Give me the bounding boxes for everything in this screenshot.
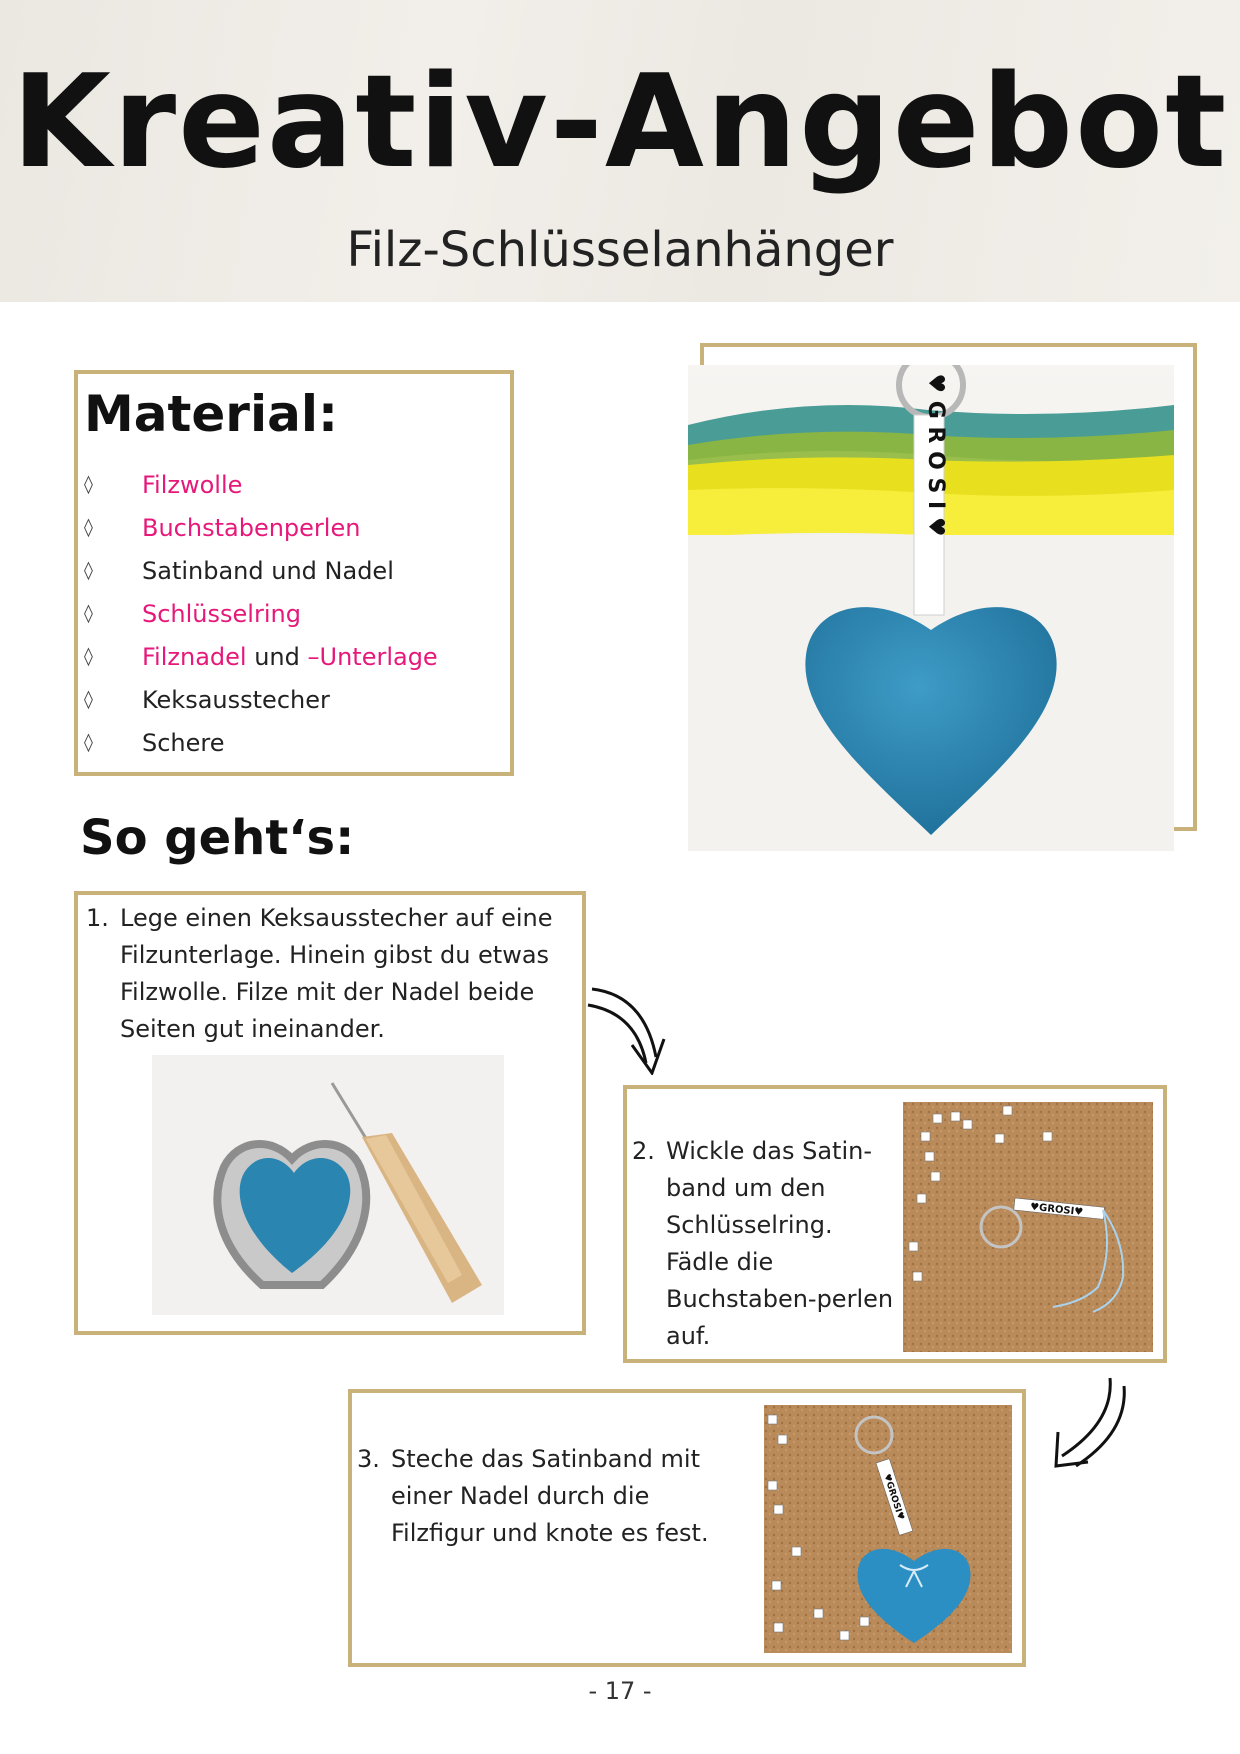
arrow-down-right-icon [584,975,674,1075]
material-item-text: Satinband und Nadel [142,556,394,585]
step-2-text [632,1133,902,1355]
material-item-label [142,514,360,542]
hero-photo [688,365,1174,851]
material-item-label [142,643,438,671]
diamond-bullet-icon: ◊ [84,646,93,667]
svg-text:♥GROSI♥: ♥GROSI♥ [1029,1201,1084,1219]
material-item-text: –Unterlage [307,642,438,671]
material-item-text: Filzwolle [142,470,243,499]
material-item-text: Schlüsselring [142,599,301,628]
step-3-text [357,1441,717,1552]
header-banner [0,0,1240,302]
diamond-bullet-icon: ◊ [84,689,93,710]
material-item [84,506,484,549]
page-number: - 17 - [588,1677,652,1705]
material-item-text: und [246,642,308,671]
step-1-description: Lege einen Keksausstecher auf eine Filzunterlage. Hinein gibst du etwas Filzwolle. Filze mit der Nadel beide Seiten gut ineinander. [120,904,553,1043]
step-1-number: 1. [86,904,109,932]
material-item-label [142,729,225,757]
material-item [84,463,484,506]
page-subtitle: Filz-Schlüsselanhänger [346,222,894,278]
material-item [84,678,484,721]
cookie-cutter-felt-photo [152,1055,504,1315]
material-item-text: Filznadel [142,642,247,671]
step-2-number: 2. [632,1137,655,1165]
material-item-text: Buchstabenperlen [142,513,361,542]
material-item [84,549,484,592]
step-3-number: 3. [357,1445,380,1473]
arrow-down-left-icon [1048,1372,1128,1472]
cork-keyring-beads-photo [903,1102,1153,1352]
material-heading: Material: [84,385,338,443]
cork-heart-keychain-photo [764,1405,1012,1653]
material-item [84,592,484,635]
material-item-text: Keksausstecher [142,685,330,714]
material-item [84,635,484,678]
material-item [84,721,484,764]
diamond-bullet-icon: ◊ [84,560,93,581]
material-item-label [142,557,394,585]
step-1-photo [152,1055,504,1315]
page-title: Kreativ-Angebot [11,48,1229,197]
step-2-photo [903,1102,1153,1352]
diamond-bullet-icon: ◊ [84,732,93,753]
howto-heading: So geht‘s: [80,810,355,866]
material-list [84,463,484,764]
material-item-label [142,686,330,714]
svg-text:♥ G R O S I ♥: ♥ G R O S I ♥ [923,373,948,537]
material-item-text: Schere [142,728,225,757]
diamond-bullet-icon: ◊ [84,517,93,538]
material-item-label [142,471,242,499]
material-item-label [142,600,301,628]
diamond-bullet-icon: ◊ [84,474,93,495]
diamond-bullet-icon: ◊ [84,603,93,624]
step-1-text [86,900,566,1048]
svg-text:♥GROSI♥: ♥GROSI♥ [881,1472,906,1522]
step-2-description: Wickle das Satin-band um den Schlüsselring. Fädle die Buchstaben-perlen auf. [666,1137,894,1350]
keychain-heart-photo [688,365,1174,851]
step-3-description: Steche das Satinband mit einer Nadel durch die Filzfigur und knote es fest. [391,1445,709,1547]
step-3-photo [764,1405,1012,1653]
